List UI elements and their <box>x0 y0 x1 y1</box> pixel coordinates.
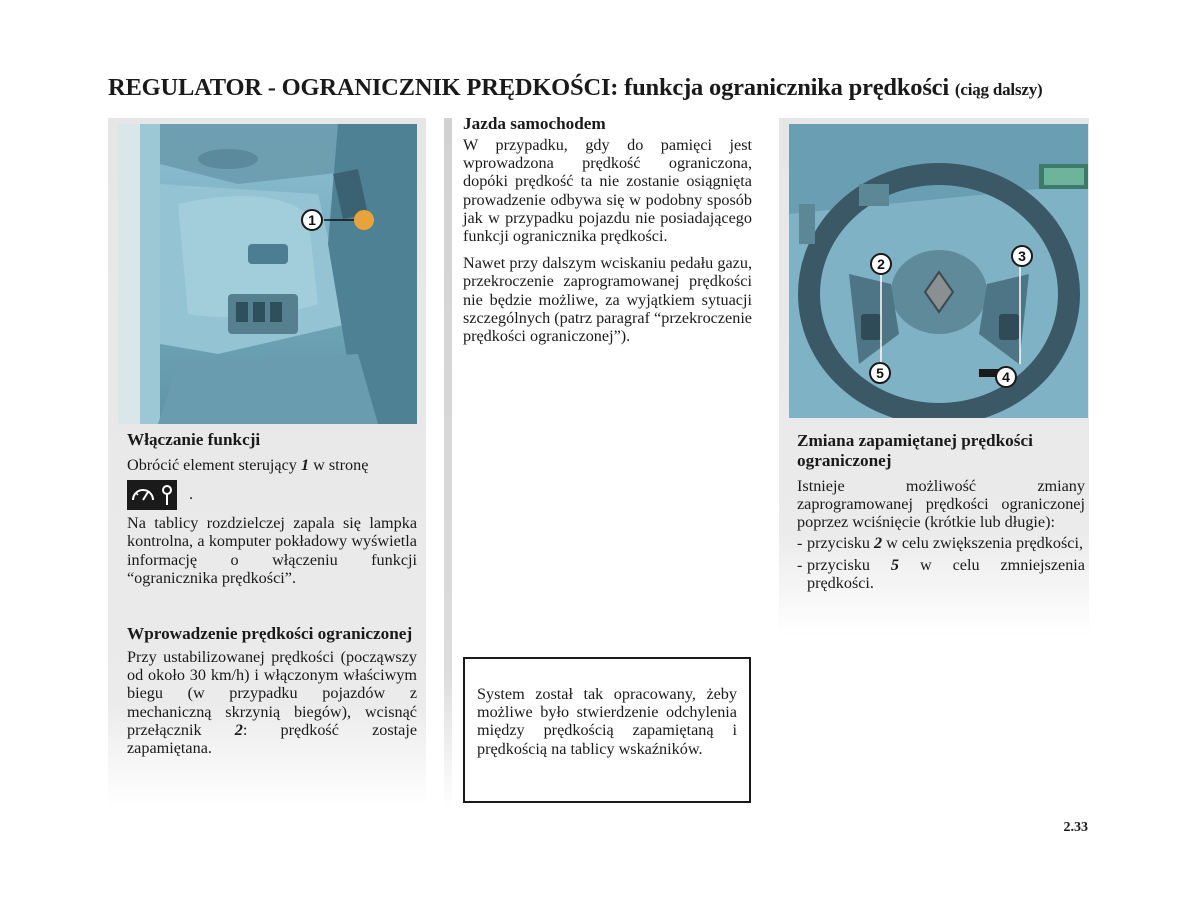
text-run: przycisku <box>807 533 874 552</box>
dash: - <box>797 533 803 552</box>
note-text: System został tak opracowany, żeby możliwe było stwierdzenie odchylenia między prędkością zapamiętaną i prędkością na tablicy wskaźników. <box>477 685 737 758</box>
section-zmiana <box>797 431 1085 592</box>
paragraph-jazda-2: Nawet przy dalszym wciskaniu pedału gazu, przekroczenie zaprogramowanej prędkości nie będzie możliwe, za wyjątkiem sytuacji szczególnych (patrz paragraf “przekroczenie prędkości ograniczonej”). <box>463 254 752 346</box>
steering-wheel-photo <box>789 124 1088 418</box>
marker-2: 2 <box>870 253 892 275</box>
section-jazda <box>463 114 752 345</box>
control-number: 5 <box>890 555 899 574</box>
page-title <box>108 74 1098 102</box>
heading-wprowadzenie: Wprowadzenie prędkości ograniczonej <box>127 624 413 643</box>
icon-line <box>127 480 417 512</box>
text-run: przycisku <box>807 555 891 574</box>
paragraph-wlaczanie-1 <box>127 456 417 474</box>
text-run: Obrócić element sterujący <box>127 456 301 474</box>
speed-limiter-icon <box>127 480 177 510</box>
marker-4: 4 <box>995 366 1017 388</box>
middle-column-bar <box>444 118 452 808</box>
dash: - <box>797 555 803 574</box>
section-wlaczanie <box>127 430 417 587</box>
page-title-continued: (ciąg dalszy) <box>954 80 1043 99</box>
paragraph-zmiana: Istnieje możliwość zmiany zaprogramowanej prędkości ograniczonej poprzez wciśnięcie (krótkie lub długie): <box>797 477 1085 532</box>
section-wprowadzenie <box>127 624 417 757</box>
heading-jazda: Jazda samochodem <box>463 114 606 133</box>
paragraph-wprowadzenie <box>127 648 417 757</box>
text-run: w celu zwiększenia prędkości, <box>882 533 1083 552</box>
page-title-main: REGULATOR - OGRANICZNIK PRĘDKOŚCI: funkcja ogranicznika prędkości <box>108 74 949 101</box>
dashboard-stalk-photo <box>118 124 417 424</box>
text-run: . <box>189 484 194 503</box>
control-number: 2 <box>873 533 883 552</box>
paragraph-wlaczanie-2: Na tablicy rozdzielczej zapala się lampka kontrolna, a komputer pokładowy wyświetla informację o włączeniu funkcji “ogranicznika prędkości”. <box>127 514 417 587</box>
marker-1: 1 <box>301 209 323 231</box>
heading-zmiana: Zmiana zapamiętanej prędkości ograniczonej <box>797 431 1033 470</box>
marker-3: 3 <box>1011 245 1033 267</box>
note-box <box>463 657 751 803</box>
heading-wlaczanie: Włączanie funkcji <box>127 430 261 449</box>
text-run: : prędkość zostaje zapamiętana. <box>127 720 418 758</box>
control-number: 2 <box>234 720 243 739</box>
page-number: 2.33 <box>1063 820 1088 835</box>
control-number: 1 <box>300 456 310 474</box>
text-run: w stronę <box>309 456 369 474</box>
marker-5: 5 <box>869 362 891 384</box>
list-item <box>797 534 1085 552</box>
text-run: Przy ustabilizowanej prędkości (począwszy od około 30 km/h) i włączonym właściwym biegu (w przypadku pojazdów z mechaniczną skrzynią biegów), wcisnąć przełącznik <box>127 648 417 739</box>
paragraph-jazda-1: W przypadku, gdy do pamięci jest wprowadzona prędkość ograniczona, dopóki prędkość ta nie zostanie osiągnięta prowadzenie odbywa się w podobny sposób jak w przypadku pojazdu nie posiadającego funkcji ogranicznika prędkości. <box>463 136 752 246</box>
text-run: w celu zmniejszenia prędkości. <box>807 555 1085 593</box>
list-item <box>797 556 1085 592</box>
button-list <box>797 534 1085 593</box>
